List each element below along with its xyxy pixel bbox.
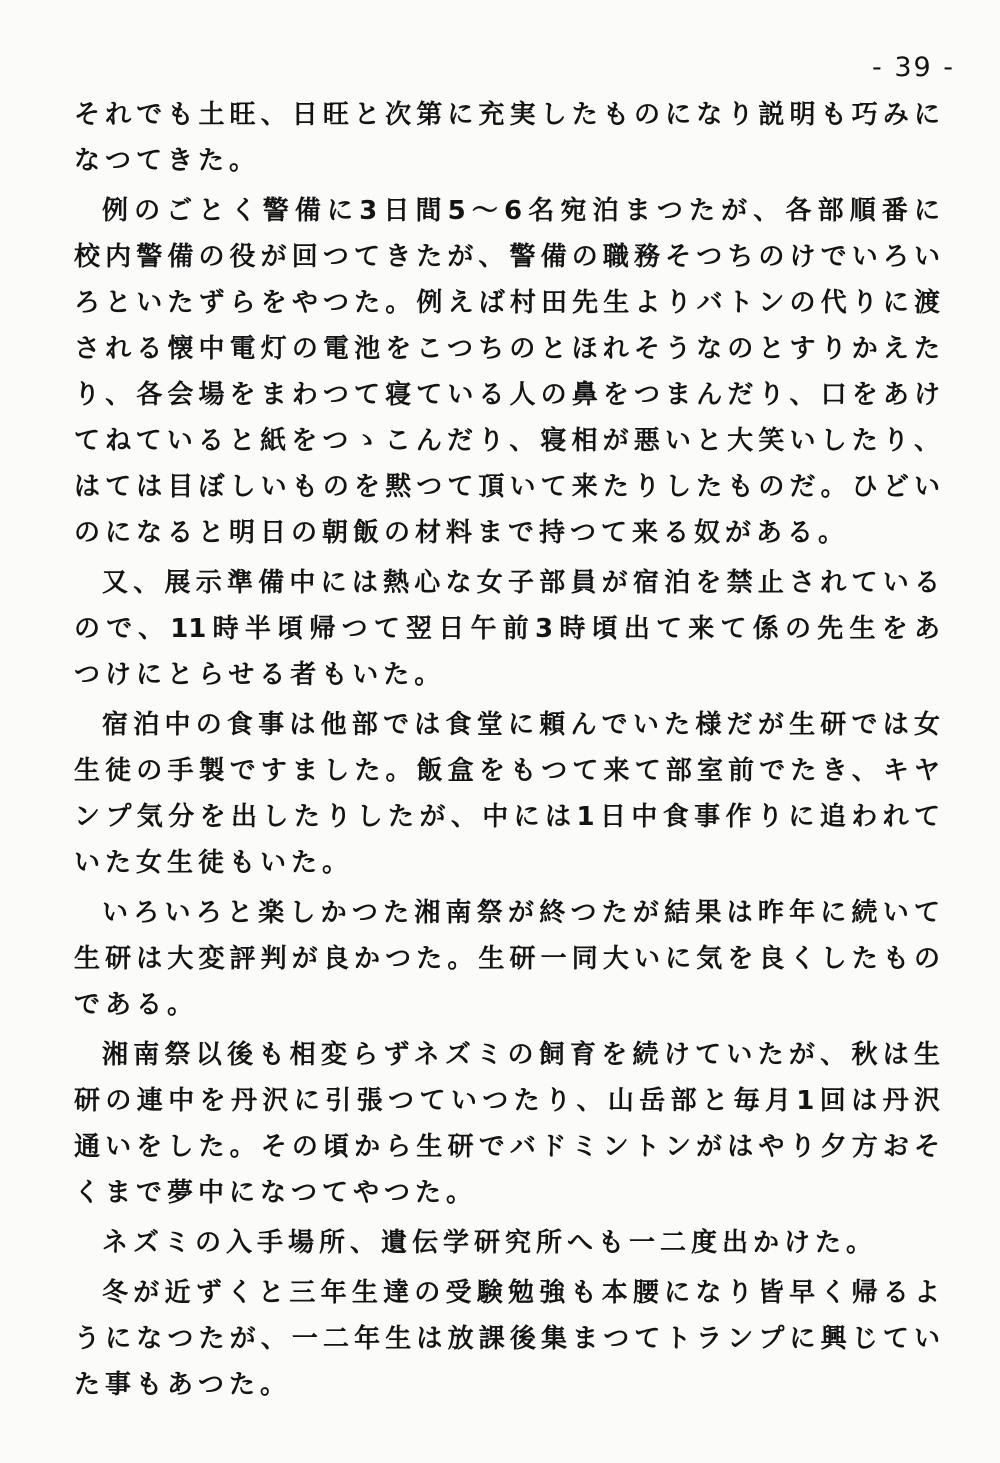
- page-number: - 39 -: [872, 52, 956, 83]
- text-line: なつてきた。: [74, 146, 261, 176]
- text-line: ネズミの入手場所、遺伝学研究所へも一二度出かけた。: [102, 1228, 878, 1258]
- text-line: いろいろと楽しかつた湘南祭が終つたが結果は昨年に続いて: [102, 898, 940, 928]
- text-line: 宿泊中の食事は他部では食堂に頼んでいた様だが生研では女: [102, 710, 940, 740]
- text-line: ンプ気分を出したりしたが、中には1日中食事作りに追われて: [74, 802, 940, 832]
- text-line: 例のごとく警備に3日間5〜6名宛泊まつたが、各部順番に: [102, 196, 940, 226]
- text-line: 校内警備の役が回つてきたが、警備の職務そつちのけでいろい: [74, 242, 940, 272]
- paragraph: [74, 92, 940, 184]
- text-line: てねていると紙をつゝこんだり、寝相が悪いと大笑いしたり、: [74, 426, 940, 456]
- text-line: 通いをした。その頃から生研でバドミントンがはやり夕方おそ: [74, 1132, 940, 1162]
- paragraph: [74, 560, 940, 698]
- paragraph: [74, 1220, 940, 1266]
- text-line: 生研は大変評判が良かつた。生研一同大いに気を良くしたもの: [74, 944, 940, 974]
- text-line: それでも土旺、日旺と次第に充実したものになり説明も巧みに: [74, 100, 940, 130]
- paragraph: [74, 188, 940, 556]
- text-line: 冬が近ずくと三年生達の受験勉強も本腰になり皆早く帰るよ: [102, 1278, 940, 1308]
- text-line: 生徒の手製ですました。飯盒をもつて来て部室前でたき、キヤ: [74, 756, 940, 786]
- paragraph: [74, 702, 940, 886]
- text-line: た事もあつた。: [74, 1370, 292, 1400]
- text-line: 湘南祭以後も相変らずネズミの飼育を続けていたが、秋は生: [102, 1040, 940, 1070]
- text-line: 又、展示準備中には熱心な女子部員が宿泊を禁止されている: [102, 568, 940, 598]
- paragraph: [74, 1032, 940, 1216]
- document-body: [74, 92, 940, 1408]
- text-line: いた女生徒もいた。: [74, 848, 354, 878]
- text-line: される懐中電灯の電池をこつちのとほれそうなのとすりかえた: [74, 334, 940, 364]
- text-line: うになつたが、一二年生は放課後集まつてトランプに興じてい: [74, 1324, 940, 1354]
- text-line: つけにとらせる者もいた。: [74, 660, 446, 690]
- text-line: ので、11時半頃帰つて翌日午前3時頃出て来て係の先生をあ: [74, 614, 940, 644]
- text-line: である。: [74, 990, 199, 1020]
- text-line: はては目ぼしいものを黙つて頂いて来たりしたものだ。ひどい: [74, 472, 940, 502]
- text-line: くまで夢中になつてやつた。: [74, 1178, 478, 1208]
- text-line: のになると明日の朝飯の材料まで持つて来る奴がある。: [74, 518, 850, 548]
- paragraph: [74, 1270, 940, 1408]
- text-line: 研の連中を丹沢に引張つていつたり、山岳部と毎月1回は丹沢: [74, 1086, 940, 1116]
- paragraph: [74, 890, 940, 1028]
- text-line: ろといたずらをやつた。例えば村田先生よりバトンの代りに渡: [74, 288, 940, 318]
- text-line: り、各会場をまわつて寝ている人の鼻をつまんだり、口をあけ: [74, 380, 940, 410]
